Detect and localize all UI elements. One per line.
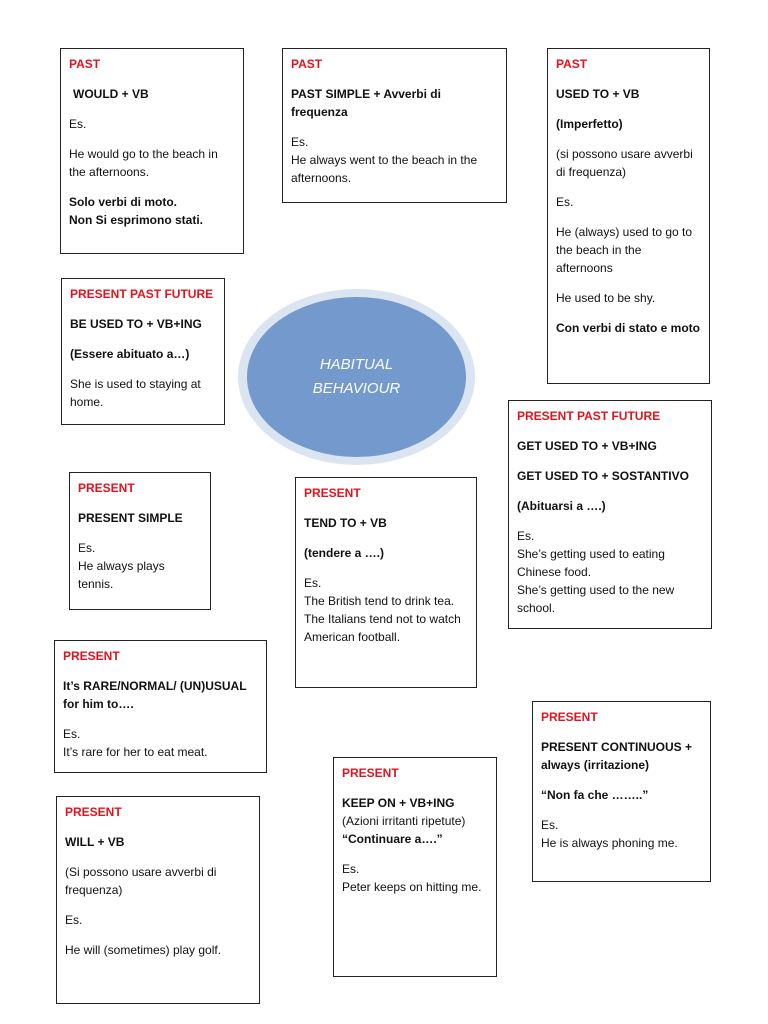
- card-es: Es.: [556, 195, 574, 209]
- card-tag: PRESENT: [541, 710, 598, 724]
- card-example: He is always phoning me.: [541, 836, 678, 850]
- card-formula: USED TO + VB: [556, 87, 640, 101]
- card-formula: PRESENT CONTINUOUS + always (irritazione): [541, 740, 693, 772]
- card-tend-to: [295, 477, 477, 688]
- card-example: He would go to the beach in the afternoons.: [69, 147, 218, 179]
- center-title-line2: BEHAVIOUR: [312, 380, 401, 397]
- card-tag: PAST: [291, 57, 323, 71]
- card-will: [56, 796, 260, 1004]
- card-example: She’s getting used to the new school.: [517, 583, 675, 615]
- card-gloss: “Continuare a….”: [342, 832, 443, 846]
- card-would: [60, 48, 244, 254]
- card-note: (si possono usare avverbi di frequenza): [556, 147, 693, 179]
- card-get-used-to: [508, 400, 712, 629]
- card-note: (Si possono usare avverbi di frequenza): [65, 865, 217, 897]
- card-formula: KEEP ON + VB+ING: [342, 796, 455, 810]
- card-es: Es.: [291, 135, 309, 149]
- card-example: He always plays tennis.: [78, 559, 165, 591]
- card-es: Es.: [63, 727, 81, 741]
- card-formula: WILL + VB: [65, 835, 125, 849]
- card-note: Con verbi di stato e moto: [556, 321, 701, 335]
- card-note: (Azioni irritanti ripetute): [342, 814, 466, 828]
- card-formula: It’s RARE/NORMAL/ (UN)USUAL for him to….: [63, 679, 247, 711]
- card-note: Non Si esprimono stati.: [69, 213, 204, 227]
- card-tag: PRESENT: [304, 486, 361, 500]
- card-tag: PAST: [69, 57, 101, 71]
- card-example: She’s getting used to eating Chinese food.: [517, 547, 665, 579]
- card-used-to: [547, 48, 710, 384]
- card-example: He used to be shy.: [556, 291, 656, 305]
- card-keep-on: [333, 757, 497, 977]
- card-note: Solo verbi di moto.: [69, 195, 178, 209]
- card-present-continuous: [532, 701, 711, 882]
- center-oval: [247, 297, 466, 457]
- card-be-used-to: [61, 278, 225, 425]
- card-example: It’s rare for her to eat meat.: [63, 745, 208, 759]
- card-example: The British tend to drink tea.: [304, 594, 455, 608]
- card-past-simple: [282, 48, 507, 203]
- card-example: He will (sometimes) play golf.: [65, 943, 222, 957]
- card-es: Es.: [65, 913, 83, 927]
- card-formula: BE USED TO + VB+ING: [70, 317, 202, 331]
- center-title-line1: HABITUAL: [319, 356, 394, 373]
- card-example: The Italians tend not to watch American football.: [304, 612, 461, 644]
- card-tag: PRESENT PAST FUTURE: [517, 409, 661, 423]
- card-gloss: (Imperfetto): [556, 117, 623, 131]
- card-tag: PRESENT: [65, 805, 122, 819]
- card-tag: PRESENT: [63, 649, 120, 663]
- card-formula: PRESENT SIMPLE: [78, 511, 183, 525]
- card-tag: PRESENT PAST FUTURE: [70, 287, 214, 301]
- card-formula: TEND TO + VB: [304, 516, 387, 530]
- card-es: Es.: [342, 862, 360, 876]
- card-es: Es.: [541, 818, 559, 832]
- card-gloss: (tendere a ….): [304, 546, 385, 560]
- card-example: He always went to the beach in the afternoons.: [291, 153, 478, 185]
- card-formula: GET USED TO + VB+ING: [517, 439, 657, 453]
- card-formula: GET USED TO + SOSTANTIVO: [517, 469, 689, 483]
- card-present-simple: [69, 472, 211, 610]
- card-es: Es.: [69, 117, 87, 131]
- card-gloss: (Essere abituato a…): [70, 347, 190, 361]
- card-es: Es.: [304, 576, 322, 590]
- card-example: She is used to staying at home.: [70, 377, 201, 409]
- card-example: Peter keeps on hitting me.: [342, 880, 482, 894]
- card-tag: PRESENT: [78, 481, 135, 495]
- card-gloss: (Abituarsi a ….): [517, 499, 606, 513]
- card-es: Es.: [517, 529, 535, 543]
- card-formula: WOULD + VB: [73, 87, 149, 101]
- card-es: Es.: [78, 541, 96, 555]
- card-tag: PRESENT: [342, 766, 399, 780]
- card-rare-normal: [54, 640, 267, 773]
- card-formula: PAST SIMPLE + Avverbi di frequenza: [291, 87, 441, 119]
- card-tag: PAST: [556, 57, 588, 71]
- card-example: He (always) used to go to the beach in the afternoons: [556, 225, 693, 275]
- card-gloss: “Non fa che ……..”: [541, 788, 649, 802]
